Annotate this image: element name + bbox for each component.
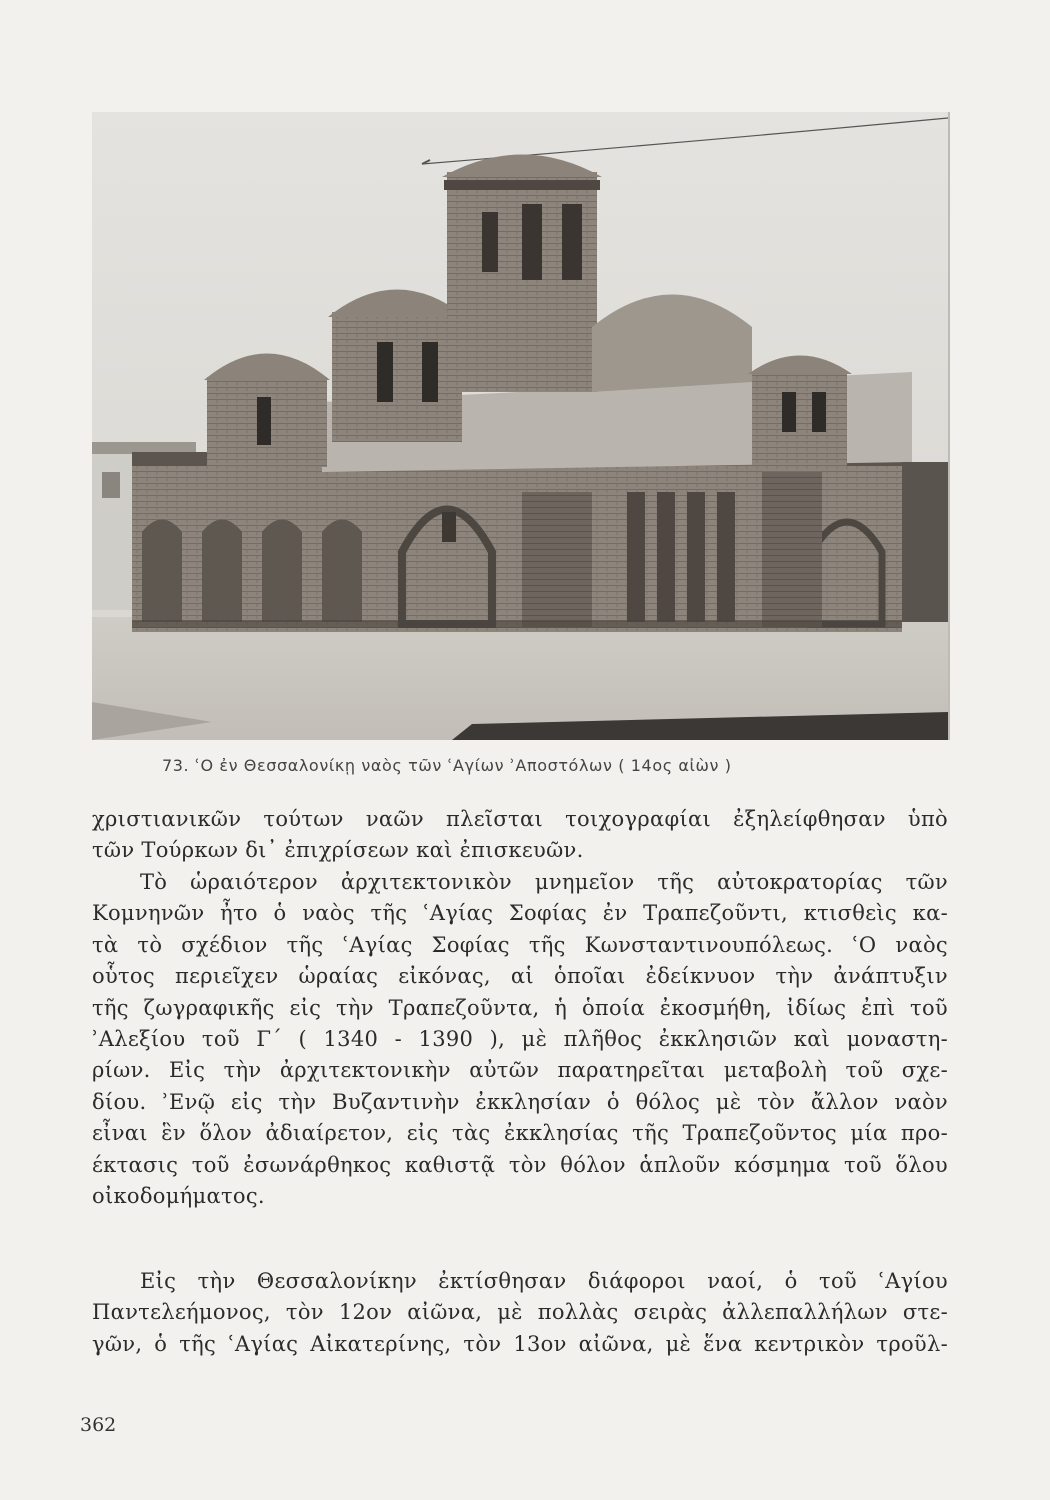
text-line: γῶν, ὁ τῆς ʿΑγίας Αἰκατερίνης, τὸν 13ον αἰῶνα, μὲ ἕνα κεντρικὸν τροῦλ- xyxy=(92,1331,948,1356)
text-line: Εἰς τὴν Θεσσαλονίκην ἐκτίσθησαν διάφοροι ναοί, ὁ τοῦ ʿΑγίου xyxy=(140,1269,948,1293)
text-line: Παντελεήμονος, τὸν 12ον αἰῶνα, μὲ πολλὰς σειρὰς ἀλλεπαλλήλων στε- xyxy=(92,1300,948,1325)
text-line: Τὸ ὡραιότερον ἀρχιτεκτονικὸν μνημεῖον τῆς αὐτοκρατορίας τῶν xyxy=(140,870,948,894)
church-photograph xyxy=(92,112,950,740)
text-line: δίου. ʾΕνῷ εἰς τὴν Βυζαντινὴν ἐκκλησίαν ὁ θόλος μὲ τὸν ἄλλον ναὸν xyxy=(92,1089,948,1114)
text-line: ρίων. Εἰς τὴν ἀρχιτεκτονικὴν αὐτῶν παρατηρεῖται μεταβολὴ τοῦ σχε- xyxy=(92,1058,948,1083)
church-illustration xyxy=(92,112,948,740)
text-line: ʾΑλεξίου τοῦ Γ΄ ( 1340 - 1390 ), μὲ πλῆθος ἐκκλησιῶν καὶ μοναστη- xyxy=(92,1026,948,1051)
text-line: έκτασις τοῦ ἐσωνάρθηκος καθιστᾷ τὸν θόλον ἁπλοῦν κόσμημα τοῦ ὅλου xyxy=(92,1152,948,1177)
paragraph-2 xyxy=(92,867,948,1212)
photo-caption: 73. ʿΟ ἐν Θεσσαλονίκῃ ναὸς τῶν ʿΑγίων ʾΑποστόλων ( 14ος αἰὼν ) xyxy=(162,756,732,775)
paragraph-3 xyxy=(92,1266,948,1360)
text-line: χριστιανικῶν τούτων ναῶν πλεῖσται τοιχογραφίαι ἐξηλείφθησαν ὑπὸ xyxy=(92,807,948,831)
text-line: τὰ τὸ σχέδιον τῆς ʿΑγίας Σοφίας τῆς Κωνσταντινουπόλεως. ʿΟ ναὸς xyxy=(92,932,948,957)
text-line: οἰκοδομήματος. xyxy=(92,1183,265,1208)
page-number: 362 xyxy=(80,1414,117,1436)
text-line: τῆς ζωγραφικῆς εἰς τὴν Τραπεζοῦντα, ἡ ὁποία ἐκοσμήθη, ἰδίως ἐπὶ τοῦ xyxy=(92,995,948,1020)
text-line: εἶναι ἓν ὅλον ἀδιαίρετον, εἰς τὰς ἐκκλησίας τῆς Τραπεζοῦντος μία προ- xyxy=(92,1121,948,1146)
text-line: οὗτος περιεῖχεν ὡραίας εἰκόνας, αἱ ὁποῖαι ἐδείκνυον τὴν ἀνάπτυξιν xyxy=(92,964,948,989)
text-line: Κομνηνῶν ἦτο ὁ ναὸς τῆς ʿΑγίας Σοφίας ἐν Τραπεζοῦντι, κτισθεὶς κα- xyxy=(92,901,948,926)
paragraph-1 xyxy=(92,804,948,867)
text-line: τῶν Τούρκων δι᾽ ἐπιχρίσεων καὶ ἐπισκευῶν. xyxy=(92,838,584,863)
